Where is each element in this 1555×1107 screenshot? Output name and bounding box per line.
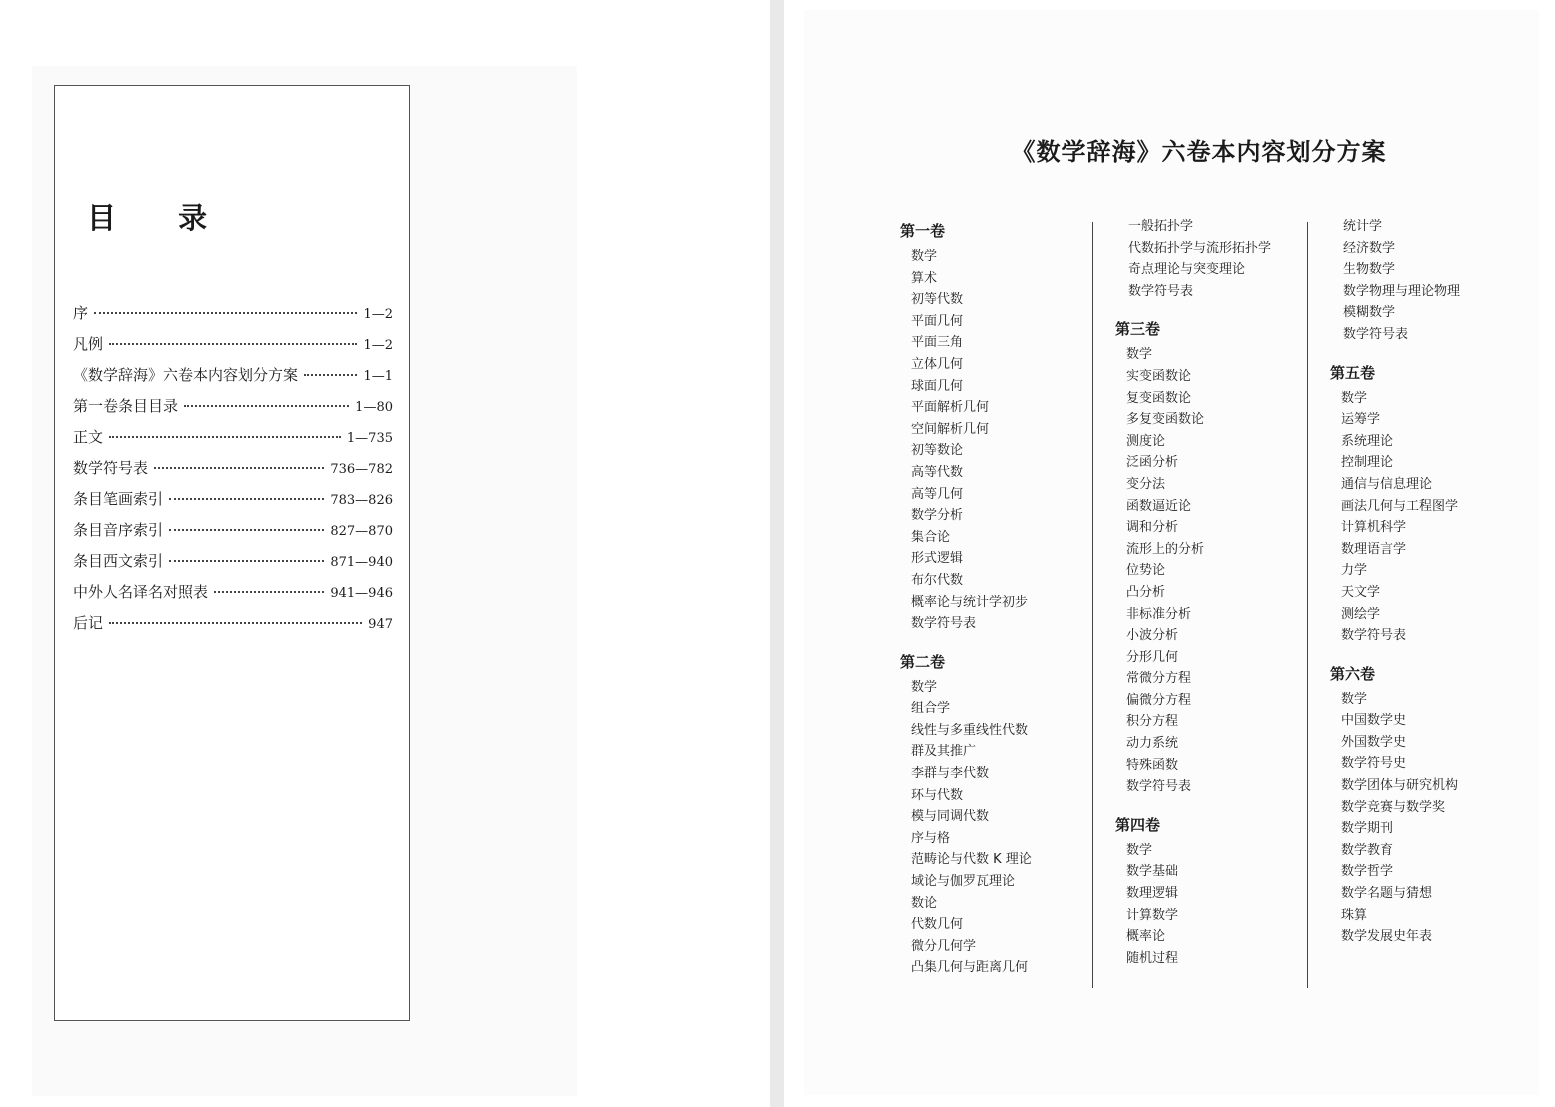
volume-3-items — [1115, 344, 1305, 797]
toc-entry — [73, 302, 393, 333]
volume-2-continued — [1115, 216, 1305, 302]
toc-title: 目 录 — [87, 201, 234, 235]
toc-leader-dots — [169, 498, 324, 500]
subject-item: 画法几何与工程图学 — [1341, 498, 1459, 514]
subject-item: 实变函数论 — [1126, 368, 1192, 384]
toc-entry-pages: 941—946 — [330, 586, 393, 601]
volume-2 — [900, 651, 1090, 979]
subject-item: 代数拓扑学与流形拓扑学 — [1128, 240, 1272, 256]
toc-entry-label: 中外人名译名对照表 — [73, 583, 209, 601]
volume-heading: 第四卷 — [1115, 815, 1161, 834]
subject-item: 测度论 — [1126, 433, 1166, 449]
subject-item: 平面几何 — [911, 313, 964, 329]
subject-item: 数论 — [911, 895, 938, 911]
subject-item: 李群与李代数 — [911, 766, 990, 782]
subject-item: 模与同调代数 — [911, 809, 990, 825]
subject-item: 算术 — [911, 270, 938, 286]
subject-item: 通信与信息理论 — [1341, 476, 1433, 492]
subject-item: 计算机科学 — [1341, 520, 1407, 536]
subject-item: 外国数学史 — [1341, 734, 1407, 750]
subject-item: 非标准分析 — [1126, 606, 1192, 622]
subject-item: 数学团体与研究机构 — [1341, 778, 1459, 794]
subject-item: 数学 — [1341, 390, 1368, 406]
volume-2-items — [900, 677, 1090, 979]
subject-item: 数学符号表 — [1126, 779, 1192, 795]
toc-entry — [73, 364, 393, 395]
toc-entry-label: 数学符号表 — [73, 459, 149, 477]
subject-item: 生物数学 — [1343, 262, 1396, 278]
subject-item: 天文学 — [1341, 584, 1381, 600]
column-2 — [1115, 216, 1305, 985]
volume-6 — [1330, 663, 1520, 948]
volume-heading: 第五卷 — [1330, 363, 1376, 382]
right-page — [784, 0, 1555, 1107]
subject-item: 线性与多重线性代数 — [911, 722, 1029, 738]
subject-item: 调和分析 — [1126, 520, 1179, 536]
toc-entry-label: 条目音序索引 — [73, 521, 164, 539]
subject-item: 小波分析 — [1126, 628, 1179, 644]
subject-item: 积分方程 — [1126, 714, 1179, 730]
volume-6-items — [1330, 689, 1520, 948]
subject-item: 代数几何 — [911, 917, 964, 933]
subject-item: 布尔代数 — [911, 572, 964, 588]
subject-item: 偏微分方程 — [1126, 692, 1192, 708]
column-1 — [900, 216, 1090, 995]
toc-leader-dots — [109, 436, 341, 438]
toc-entry-pages: 1—735 — [346, 431, 393, 446]
subject-item: 数学分析 — [911, 508, 964, 524]
subject-item: 形式逻辑 — [911, 551, 964, 567]
subject-item: 数学教育 — [1341, 842, 1394, 858]
toc-entry-label: 正文 — [73, 428, 104, 446]
plan-title: 《数学辞海》六卷本内容划分方案 — [1011, 137, 1387, 166]
subject-item: 环与代数 — [911, 787, 964, 803]
toc-entry-pages: 783—826 — [330, 493, 393, 508]
volume-4-continued-items — [1330, 216, 1520, 346]
toc-entry — [73, 457, 393, 488]
subject-item: 高等代数 — [911, 464, 964, 480]
subject-item: 经济数学 — [1343, 240, 1396, 256]
subject-item: 函数逼近论 — [1126, 498, 1192, 514]
subject-item: 数理逻辑 — [1126, 886, 1179, 902]
subject-item: 球面几何 — [911, 378, 964, 394]
toc-leader-dots — [304, 374, 357, 376]
subject-item: 分形几何 — [1126, 649, 1179, 665]
subject-item: 数学期刊 — [1341, 821, 1394, 837]
subject-item: 模糊数学 — [1343, 305, 1396, 321]
toc-entry-pages: 1—2 — [363, 338, 393, 353]
subject-item: 计算数学 — [1126, 907, 1179, 923]
subject-item: 范畴论与代数 K 理论 — [911, 852, 1032, 868]
toc-entry — [73, 612, 393, 643]
subject-item: 空间解析几何 — [911, 421, 990, 437]
subject-item: 概率论与统计学初步 — [911, 594, 1029, 610]
toc-leader-dots — [184, 405, 349, 407]
subject-item: 集合论 — [911, 529, 951, 545]
subject-item: 平面三角 — [911, 335, 964, 351]
toc-leader-dots — [169, 560, 324, 562]
toc-entry — [73, 581, 393, 612]
subject-item: 概率论 — [1126, 929, 1166, 945]
subject-item: 中国数学史 — [1341, 713, 1407, 729]
toc-entry — [73, 519, 393, 550]
subject-item: 运筹学 — [1341, 412, 1381, 428]
toc-entry-label: 凡例 — [73, 335, 104, 353]
subject-item: 数学 — [911, 249, 938, 264]
subject-item: 数学 — [1126, 842, 1153, 858]
toc-entry-pages: 827—870 — [330, 524, 393, 539]
subject-item: 组合学 — [911, 701, 951, 717]
subject-item: 复变函数论 — [1126, 390, 1192, 406]
subject-item: 系统理论 — [1341, 433, 1394, 449]
toc-entry-label: 后记 — [73, 614, 104, 632]
volume-4-items — [1115, 840, 1305, 970]
toc-entry — [73, 426, 393, 457]
subject-item: 序与格 — [911, 830, 951, 846]
subject-item: 数学竞赛与数学奖 — [1341, 799, 1446, 815]
subject-item: 数学 — [911, 679, 938, 695]
volume-heading: 第一卷 — [900, 222, 946, 240]
subject-item: 初等代数 — [911, 292, 964, 308]
volume-heading: 第六卷 — [1330, 664, 1376, 683]
subject-item: 控制理论 — [1341, 455, 1394, 471]
subject-item: 位势论 — [1126, 563, 1166, 579]
volume-heading: 第二卷 — [900, 652, 946, 671]
subject-item: 数学 — [1341, 691, 1368, 707]
subject-item: 多复变函数论 — [1126, 412, 1205, 428]
subject-item: 变分法 — [1126, 476, 1166, 492]
subject-item: 奇点理论与突变理论 — [1128, 262, 1246, 278]
toc-frame — [54, 85, 410, 1021]
toc-list — [73, 302, 393, 643]
subject-item: 数学符号表 — [1341, 628, 1407, 644]
subject-item: 数学发展史年表 — [1341, 929, 1433, 945]
toc-leader-dots — [109, 343, 357, 345]
subject-item: 一般拓扑学 — [1128, 219, 1194, 234]
subject-item: 统计学 — [1343, 219, 1383, 234]
subject-item: 高等几何 — [911, 486, 964, 502]
subject-item: 数学符号表 — [1128, 283, 1194, 299]
subject-item: 珠算 — [1341, 907, 1368, 923]
volume-1 — [900, 220, 1090, 635]
subject-item: 微分几何学 — [911, 938, 977, 954]
subject-item: 数学哲学 — [1341, 864, 1394, 880]
subject-item: 特殊函数 — [1126, 757, 1179, 773]
toc-leader-dots — [169, 529, 324, 531]
volume-heading: 第三卷 — [1115, 320, 1161, 339]
subject-item: 凸分析 — [1126, 584, 1166, 600]
subject-item: 数学符号表 — [911, 616, 977, 632]
toc-leader-dots — [214, 591, 324, 593]
subject-item: 常微分方程 — [1126, 671, 1192, 687]
volume-2-continued-items — [1115, 216, 1305, 302]
toc-entry — [73, 550, 393, 581]
toc-entry — [73, 395, 393, 426]
toc-entry — [73, 488, 393, 519]
toc-entry-label: 序 — [73, 304, 89, 322]
volume-3 — [1115, 318, 1305, 797]
toc-entry-label: 条目笔画索引 — [73, 490, 164, 508]
column-divider — [1307, 222, 1308, 988]
subject-item: 数理语言学 — [1341, 541, 1407, 557]
subject-item: 数学物理与理论物理 — [1343, 283, 1461, 299]
subject-item: 平面解析几何 — [911, 400, 990, 416]
toc-entry-pages: 1—1 — [363, 369, 393, 384]
toc-entry-label: 《数学辞海》六卷本内容划分方案 — [73, 366, 299, 384]
volume-5-items — [1330, 388, 1520, 647]
volume-4-continued — [1330, 216, 1520, 346]
toc-entry-pages: 736—782 — [330, 462, 393, 477]
left-page — [0, 0, 770, 1107]
toc-leader-dots — [94, 312, 357, 314]
toc-leader-dots — [154, 467, 324, 469]
toc-leader-dots — [109, 622, 362, 624]
subject-item: 凸集几何与距离几何 — [911, 960, 1029, 976]
subject-item: 数学符号表 — [1343, 326, 1409, 342]
toc-entry-pages: 1—80 — [355, 400, 393, 415]
toc-entry-label: 第一卷条目目录 — [73, 397, 179, 415]
column-divider — [1092, 222, 1093, 988]
column-3 — [1330, 216, 1520, 964]
toc-entry — [73, 333, 393, 364]
subject-item: 流形上的分析 — [1126, 541, 1205, 557]
subject-item: 力学 — [1341, 563, 1368, 579]
page-gutter — [770, 0, 784, 1107]
subject-item: 数学符号史 — [1341, 756, 1407, 772]
subject-item: 群及其推广 — [911, 744, 977, 760]
toc-entry-pages: 871—940 — [330, 555, 393, 570]
subject-item: 数学名题与猜想 — [1341, 886, 1433, 902]
subject-item: 泛函分析 — [1126, 455, 1179, 471]
toc-entry-pages: 947 — [368, 617, 393, 632]
subject-item: 立体几何 — [911, 356, 964, 372]
volume-4 — [1115, 814, 1305, 970]
subject-item: 初等数论 — [911, 443, 964, 459]
subject-item: 数学基础 — [1126, 864, 1179, 880]
subject-item: 域论与伽罗瓦理论 — [911, 874, 1016, 890]
toc-entry-pages: 1—2 — [363, 307, 393, 322]
subject-item: 动力系统 — [1126, 736, 1179, 752]
volume-5 — [1330, 362, 1520, 647]
subject-item: 数学 — [1126, 347, 1153, 363]
subject-item: 随机过程 — [1126, 950, 1179, 966]
subject-item: 测绘学 — [1341, 606, 1381, 622]
toc-entry-label: 条目西文索引 — [73, 552, 164, 570]
volume-1-items — [900, 246, 1090, 635]
